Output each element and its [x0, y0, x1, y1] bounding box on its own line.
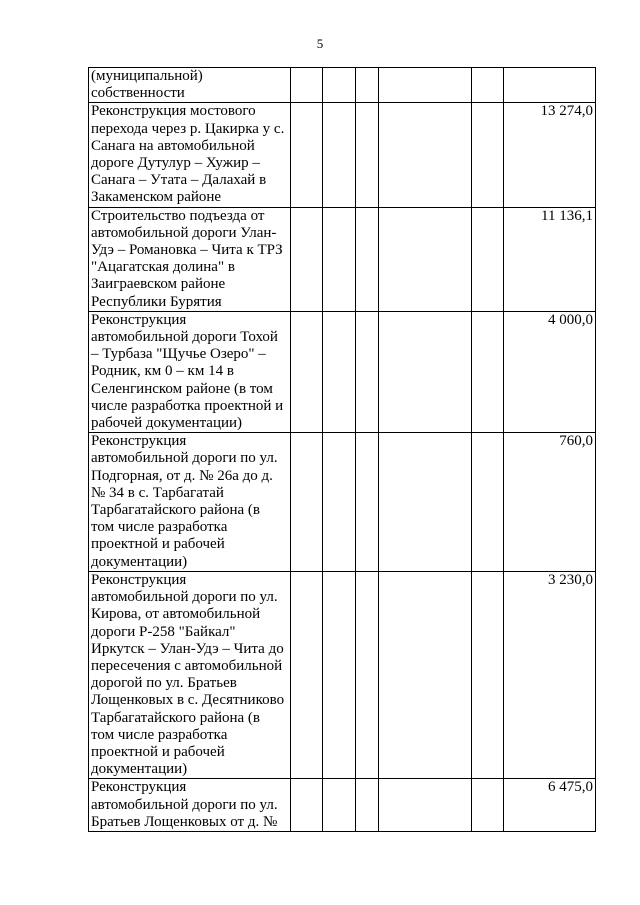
empty-cell — [355, 779, 378, 832]
empty-cell — [323, 103, 355, 207]
empty-cell — [323, 207, 355, 311]
empty-cell — [378, 68, 472, 103]
empty-cell — [472, 571, 504, 778]
object-name-cell: Реконструкция автомобильной дороги по ул. Братьев Лощенковых от д. № — [89, 779, 291, 832]
amount-cell: 4 000,0 — [504, 311, 596, 432]
empty-cell — [472, 311, 504, 432]
table-row — [89, 103, 596, 207]
object-name-cell: Строительство подъезда от автомобильной дороги Улан- Удэ – Романовка – Чита к ТРЗ "Ацагатская долина" в Заиграевском районе Республики Бурятия — [89, 207, 291, 311]
table-row — [89, 311, 596, 432]
amount-cell — [504, 68, 596, 103]
empty-cell — [378, 311, 472, 432]
page-number: 5 — [316, 36, 324, 51]
table-row — [89, 207, 596, 311]
empty-cell — [291, 311, 323, 432]
table-row — [89, 68, 596, 103]
empty-cell — [472, 207, 504, 311]
amount-cell: 11 136,1 — [504, 207, 596, 311]
empty-cell — [291, 207, 323, 311]
empty-cell — [355, 103, 378, 207]
object-name-cell: Реконструкция автомобильной дороги по ул. Подгорная, от д. № 26а до д. № 34 в с. Тарбагатай Тарбагатайского района (в том числе разработка проектной и рабочей документации) — [89, 433, 291, 572]
table-row — [89, 779, 596, 832]
empty-cell — [355, 571, 378, 778]
empty-cell — [323, 311, 355, 432]
object-name-cell: Реконструкция автомобильной дороги по ул. Кирова, от автомобильной дороги Р-258 "Байкал" Иркутск – Улан-Удэ – Чита до пересечения с автомобильной дорогой по ул. Братьев Лощенковых в с. Десятниково Тарбагатайского района (в том числе разработка проектной и рабочей документации) — [89, 571, 291, 778]
amount-cell: 6 475,0 — [504, 779, 596, 832]
table-row — [89, 433, 596, 572]
empty-cell — [355, 311, 378, 432]
object-name-cell: Реконструкция мостового перехода через р. Цакирка у с. Санага на автомобильной дороге Дутулур – Хужир – Санага – Утата – Далахай в Закаменском районе — [89, 103, 291, 207]
empty-cell — [291, 433, 323, 572]
table-row — [89, 571, 596, 778]
empty-cell — [355, 433, 378, 572]
empty-cell — [378, 433, 472, 572]
empty-cell — [291, 571, 323, 778]
amount-cell: 3 230,0 — [504, 571, 596, 778]
amount-cell: 13 274,0 — [504, 103, 596, 207]
empty-cell — [355, 68, 378, 103]
empty-cell — [323, 571, 355, 778]
empty-cell — [472, 779, 504, 832]
empty-cell — [378, 571, 472, 778]
empty-cell — [378, 779, 472, 832]
empty-cell — [378, 207, 472, 311]
budget-table — [88, 67, 596, 832]
empty-cell — [323, 68, 355, 103]
empty-cell — [472, 68, 504, 103]
empty-cell — [291, 68, 323, 103]
empty-cell — [472, 433, 504, 572]
empty-cell — [291, 103, 323, 207]
empty-cell — [323, 433, 355, 572]
object-name-cell: Реконструкция автомобильной дороги Тохой – Турбаза "Щучье Озеро" – Родник, км 0 – км 14 в Селенгинском районе (в том числе разработка проектной и рабочей документации) — [89, 311, 291, 432]
empty-cell — [291, 779, 323, 832]
empty-cell — [355, 207, 378, 311]
empty-cell — [472, 103, 504, 207]
empty-cell — [378, 103, 472, 207]
empty-cell — [323, 779, 355, 832]
object-name-cell: (муниципальной) собственности — [89, 68, 291, 103]
amount-cell: 760,0 — [504, 433, 596, 572]
